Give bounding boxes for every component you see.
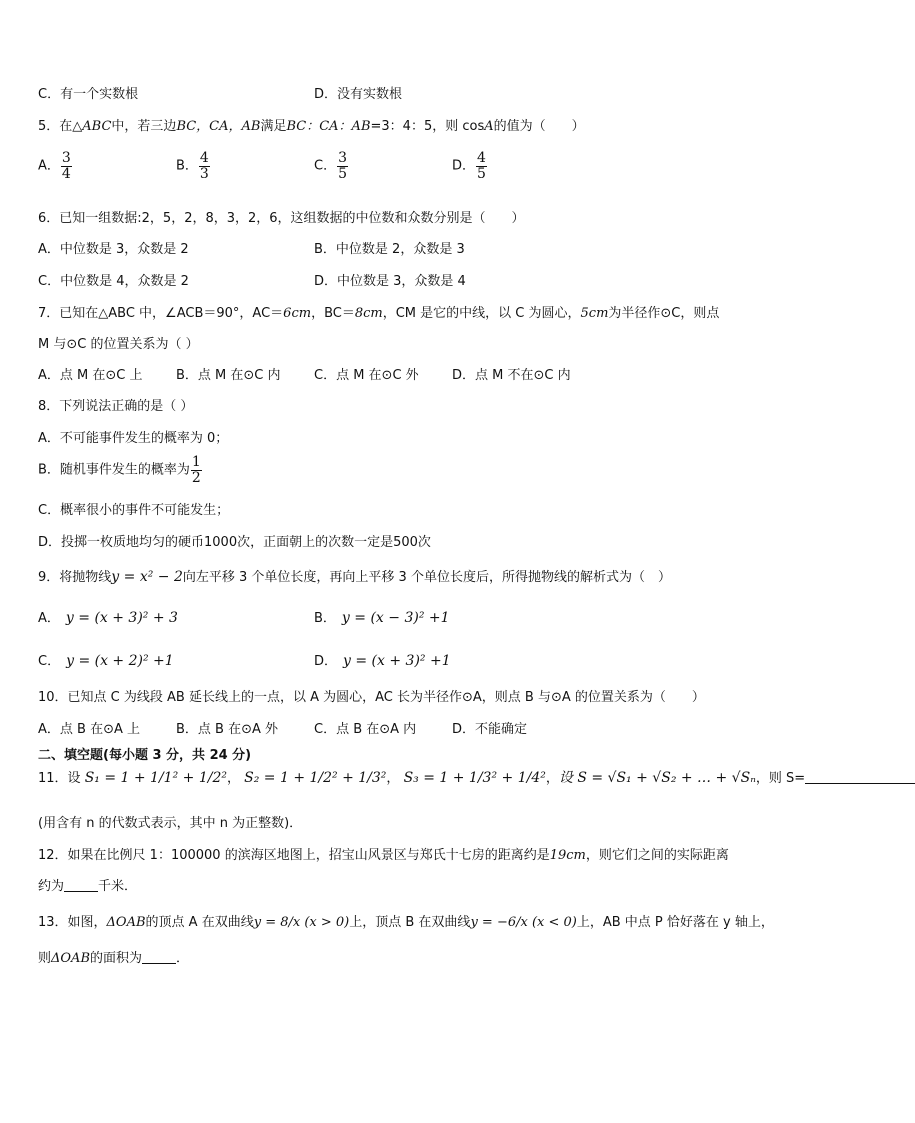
q12-stem-line2: 约为 千米． <box>38 879 138 894</box>
q9-option-c: C． y = (x + 2)² +1 <box>38 653 174 669</box>
q13-answer-blank[interactable] <box>142 963 176 964</box>
q6-option-c: C．中位数是 4，众数是 2 <box>38 274 189 289</box>
q10-stem: 10．已知点 C 为线段 AB 延长线上的一点，以 A 为圆心，AC 长为半径作⊙A，则点 B 与⊙A 的位置关系为（ ） <box>38 690 705 705</box>
q5-option-d: D． $\frac{4}{5}$ <box>452 150 486 182</box>
q11-answer-blank[interactable] <box>805 783 915 784</box>
q9-stem: 9．将抛物线y = x² − 2向左平移 3 个单位长度，再向上平移 3 个单位长度后，所得抛物线的解析式为（ ） <box>38 569 671 585</box>
q10-option-a: A．点 B 在⊙A 上 <box>38 722 140 737</box>
q8-stem: 8．下列说法正确的是（ ） <box>38 399 194 414</box>
q10-option-d: D．不能确定 <box>452 722 528 737</box>
q13-stem-line1: 13．如图，ΔOAB的顶点 A 在双曲线y = 8/x (x > 0)上，顶点 B 在双曲线y = −6/x (x < 0)上，AB 中点 P 恰好落在 y 轴上， <box>38 915 774 930</box>
q10-option-c: C．点 B 在⊙A 内 <box>314 722 417 737</box>
q9-option-b: B． y = (x − 3)² +1 <box>314 610 450 626</box>
q8-option-c: C．概率很小的事件不可能发生； <box>38 503 230 518</box>
q9-option-a: A． y = (x + 3)² + 3 <box>38 610 178 626</box>
q13-stem-line2: 则ΔOAB的面积为 ． <box>38 951 190 966</box>
q6-option-b: B．中位数是 2，众数是 3 <box>314 242 465 257</box>
q4-option-d: D．没有实数根 <box>314 87 403 102</box>
q10-option-b: B．点 B 在⊙A 外 <box>176 722 279 737</box>
q7-option-b: B．点 M 在⊙C 内 <box>176 368 281 383</box>
q6-option-d: D．中位数是 3，众数是 4 <box>314 274 466 289</box>
q6-option-a: A．中位数是 3，众数是 2 <box>38 242 189 257</box>
q6-stem: 6．已知一组数据:2，5，2，8，3，2，6，这组数据的中位数和众数分别是（ ） <box>38 211 525 226</box>
q7-stem-line2: M 与⊙C 的位置关系为（ ） <box>38 337 199 352</box>
q7-option-d: D．点 M 不在⊙C 内 <box>452 368 571 383</box>
q12-stem-line1: 12．如果在比例尺 1：100000 的滨海区地图上，招宝山风景区与郑氏十七房的距离约是19cm，则它们之间的实际距离 <box>38 848 729 863</box>
q5-option-a: A． $\frac{3}{4}$ <box>38 150 71 182</box>
q12-answer-blank[interactable] <box>64 891 98 892</box>
q8-option-d: D．投掷一枚质地均匀的硬币1000次，正面朝上的次数一定是500次 <box>38 535 431 550</box>
q4-option-c: C．有一个实数根 <box>38 87 139 102</box>
q7-option-a: A．点 M 在⊙C 上 <box>38 368 143 383</box>
section-title-fill-in: 二、填空题(每小题 3 分，共 24 分) <box>38 748 252 763</box>
q8-option-a: A．不可能事件发生的概率为 0； <box>38 431 229 446</box>
q5-option-c: C． $\frac{3}{5}$ <box>314 150 347 182</box>
q5-option-b: B． $\frac{4}{3}$ <box>176 150 209 182</box>
q11-note: (用含有 n 的代数式表示，其中 n 为正整数)． <box>38 816 303 831</box>
q11-stem: 11．设 S₁ = 1 + 1/1² + 1/2²， S₂ = 1 + 1/2² + 1/3²， S₃ = 1 + 1/3² + 1/4²，设 S = √S₁ + √S₂ + … + √Sₙ，则 S= <box>38 767 915 787</box>
q7-option-c: C．点 M 在⊙C 外 <box>314 368 419 383</box>
q9-option-d: D． y = (x + 3)² +1 <box>314 653 451 669</box>
q8-option-b: B．随机事件发生的概率为 $\frac{1}{2}$ <box>38 454 201 486</box>
q7-stem-line1: 7．已知在△ABC 中，∠ACB＝90°，AC＝6cm，BC＝8cm，CM 是它的中线，以 C 为圆心，5cm为半径作⊙C，则点 <box>38 306 720 321</box>
q5-stem: 5．在△ABC中，若三边BC，CA，AB满足BC：CA：AB=3：4：5，则 cosA的值为（ ） <box>38 119 585 134</box>
